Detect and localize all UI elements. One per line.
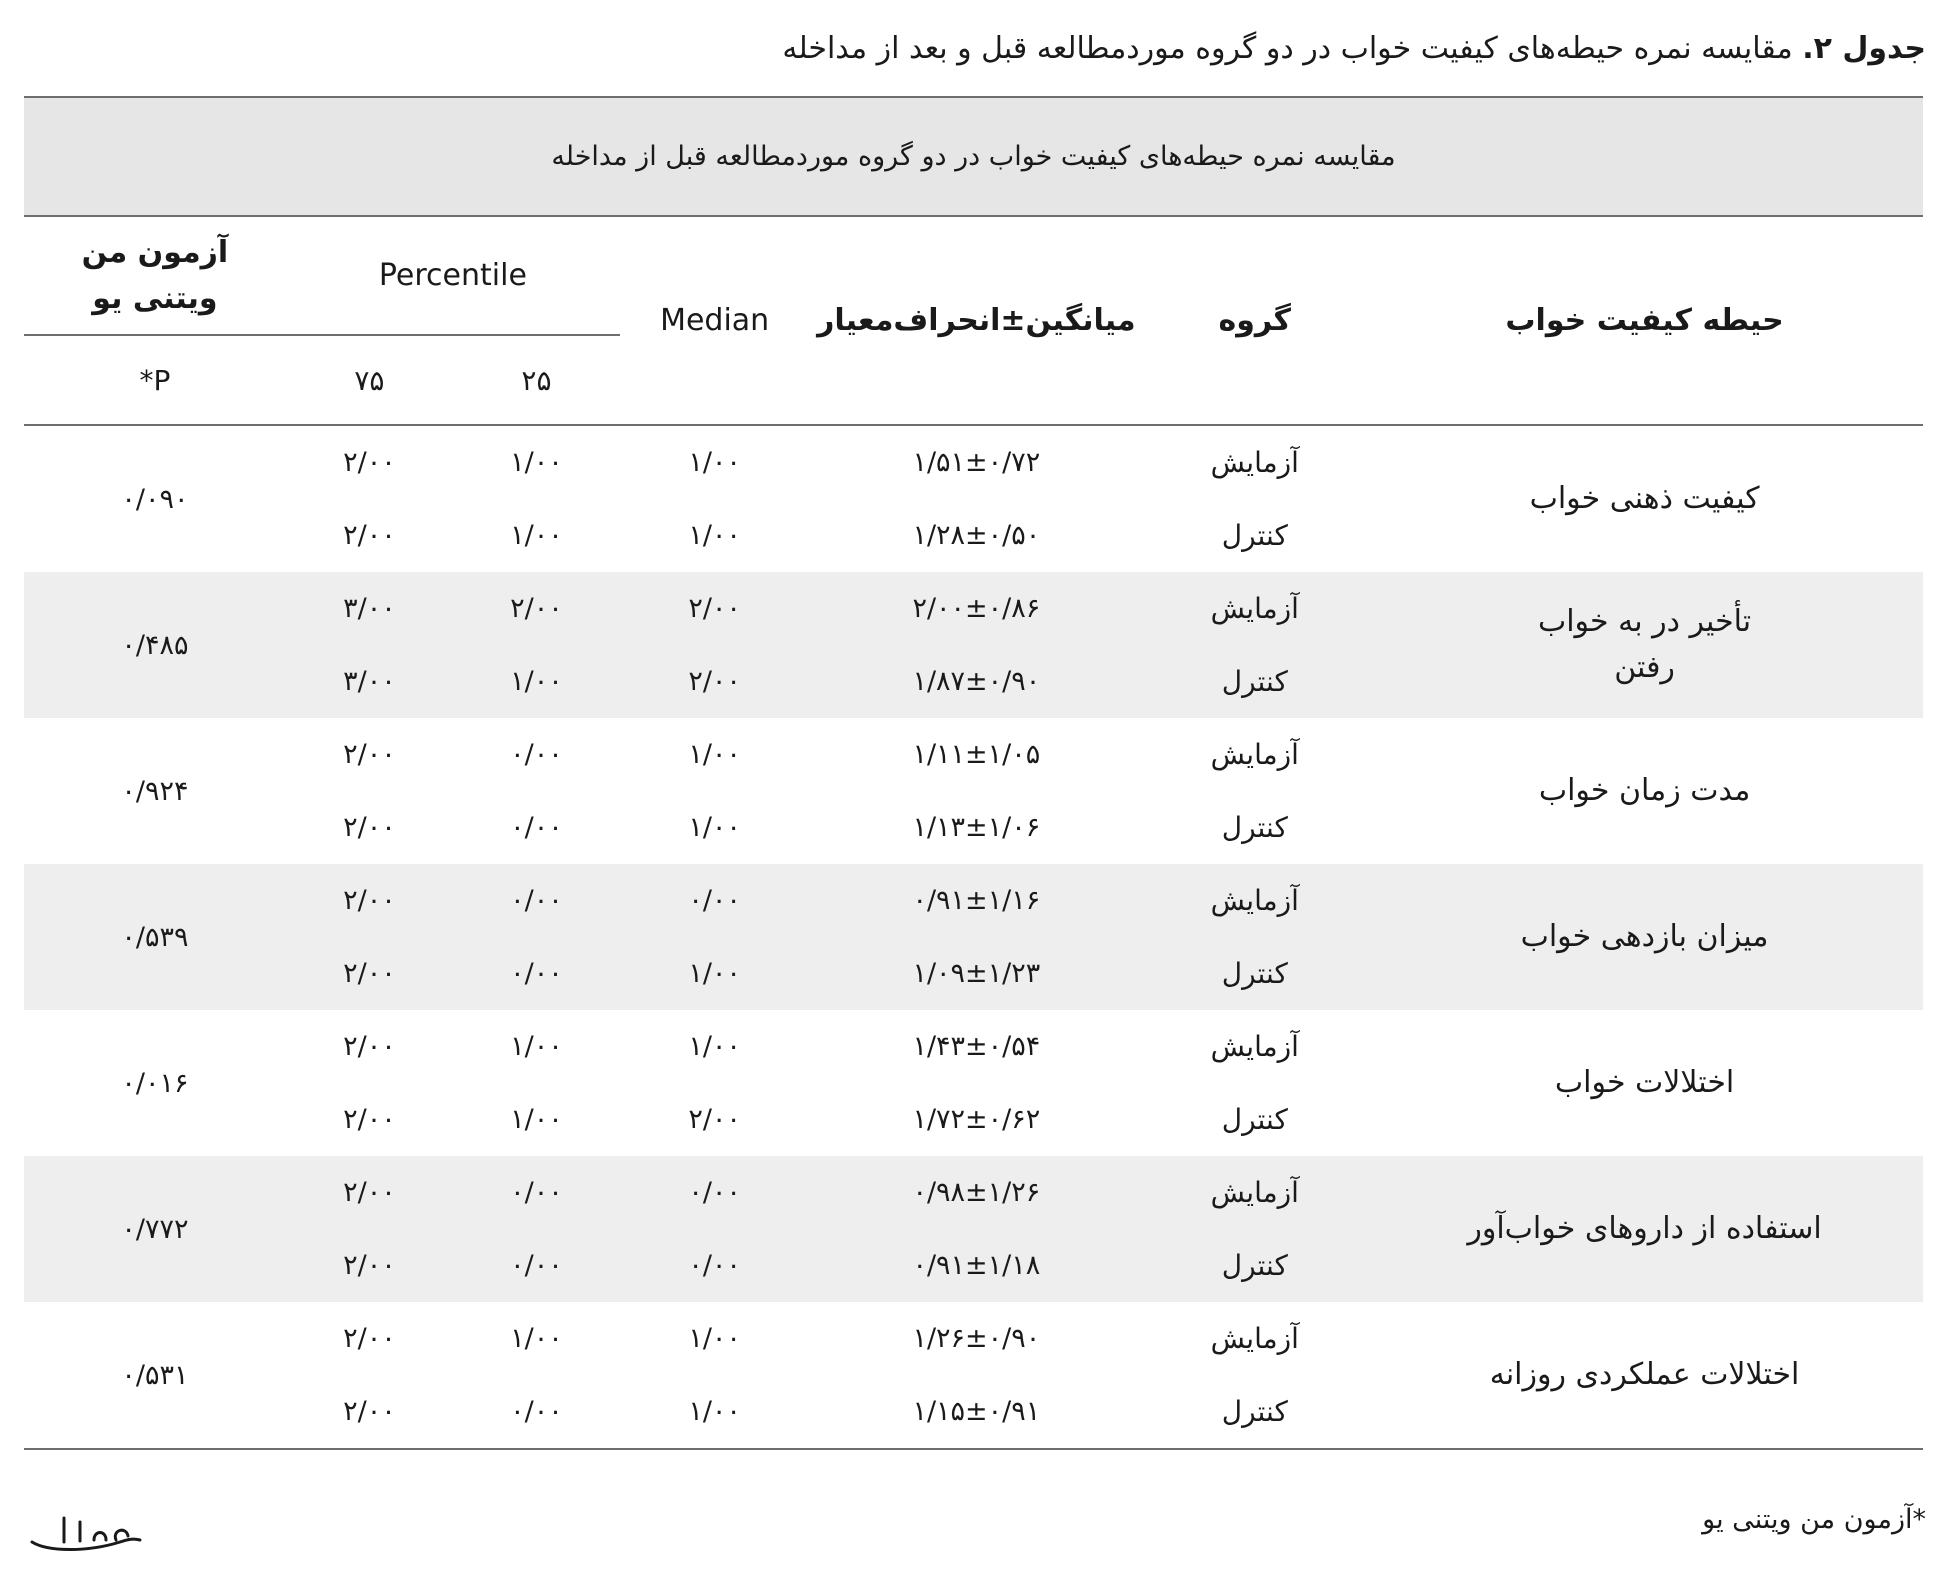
row-group-6 bbox=[24, 1156, 1923, 1302]
p25-cell: ۰/۰۰ bbox=[453, 1375, 620, 1449]
mean-sd-cell: ۰/۹۸±۱/۲۶ bbox=[809, 1156, 1143, 1229]
table-row bbox=[24, 864, 1923, 937]
table-row bbox=[24, 1010, 1923, 1083]
header-median: Median bbox=[620, 216, 809, 425]
row-group-1 bbox=[24, 425, 1923, 572]
p25-cell: ۱/۰۰ bbox=[510, 447, 563, 478]
p75-cell: ۲/۰۰ bbox=[286, 1375, 453, 1449]
group-cell: آزمایش bbox=[1143, 1156, 1366, 1229]
p75-cell: ۲/۰۰ bbox=[343, 812, 396, 843]
table-footnote: *آزمون من ویتنی یو bbox=[1702, 1504, 1926, 1535]
p-value-cell: ۰/۷۷۲ bbox=[24, 1156, 286, 1302]
results-table bbox=[24, 96, 1923, 1450]
table-caption-label: جدول ۲. bbox=[1802, 31, 1926, 66]
p75-cell: ۲/۰۰ bbox=[286, 1156, 453, 1229]
header-p-value: P* bbox=[24, 335, 286, 425]
header-domain: حیطه کیفیت خواب bbox=[1366, 216, 1923, 425]
header-p75: ۷۵ bbox=[286, 335, 453, 425]
header-mann-whitney: آزمون من ویتنی یو bbox=[24, 216, 286, 335]
median-cell: ۱/۰۰ bbox=[620, 1375, 809, 1449]
group-cell: کنترل bbox=[1221, 519, 1288, 552]
p25-cell: ۱/۰۰ bbox=[510, 1031, 563, 1062]
header-percentile: Percentile bbox=[286, 216, 620, 335]
p25-cell: ۰/۰۰ bbox=[510, 812, 563, 843]
median-cell: ۰/۰۰ bbox=[620, 864, 809, 937]
p25-cell: ۱/۰۰ bbox=[453, 645, 620, 718]
domain-cell: اختلالات عملکردی روزانه bbox=[1366, 1302, 1923, 1449]
group-cell: کنترل bbox=[1143, 1229, 1366, 1302]
results-table-container bbox=[24, 96, 1923, 1450]
p75-cell: ۲/۰۰ bbox=[343, 1031, 396, 1062]
p75-cell: ۲/۰۰ bbox=[343, 1104, 396, 1135]
domain-cell: استفاده از داروهای خواب‌آور bbox=[1366, 1156, 1923, 1302]
median-cell: ۱/۰۰ bbox=[688, 1031, 741, 1062]
header-p25: ۲۵ bbox=[453, 335, 620, 425]
mean-sd-cell: ۲/۰۰±۰/۸۶ bbox=[809, 572, 1143, 645]
row-group-4 bbox=[24, 864, 1923, 1010]
header-row-1 bbox=[24, 216, 1923, 335]
row-group-7 bbox=[24, 1302, 1923, 1449]
group-cell: آزمایش bbox=[1210, 1322, 1299, 1355]
table-caption bbox=[26, 22, 1926, 76]
median-cell: ۲/۰۰ bbox=[688, 1104, 741, 1135]
p75-cell: ۲/۰۰ bbox=[343, 739, 396, 770]
row-group-5 bbox=[24, 1010, 1923, 1156]
group-cell: کنترل bbox=[1221, 1103, 1288, 1136]
p-value-cell: ۰/۵۳۱ bbox=[24, 1302, 286, 1449]
p25-cell: ۲/۰۰ bbox=[453, 572, 620, 645]
mean-sd-cell: ۱/۱۵±۰/۹۱ bbox=[809, 1375, 1143, 1449]
median-cell: ۲/۰۰ bbox=[620, 572, 809, 645]
median-cell: ۱/۰۰ bbox=[688, 447, 741, 478]
p25-cell: ۰/۰۰ bbox=[453, 864, 620, 937]
mean-sd-cell: ۰/۹۱±۱/۱۸ bbox=[809, 1229, 1143, 1302]
domain-cell: مدت زمان خواب bbox=[1538, 773, 1751, 808]
p25-cell: ۱/۰۰ bbox=[510, 520, 563, 551]
group-cell: کنترل bbox=[1221, 811, 1288, 844]
table-row bbox=[24, 1302, 1923, 1375]
group-cell: آزمایش bbox=[1210, 1030, 1299, 1063]
table-row bbox=[24, 1156, 1923, 1229]
p75-cell: ۲/۰۰ bbox=[286, 864, 453, 937]
table-subtitle: مقایسه نمره حیطه‌های کیفیت خواب در دو گروه موردمطالعه قبل از مداخله bbox=[24, 97, 1923, 216]
mean-sd-cell: ۱/۴۳±۰/۵۴ bbox=[912, 1031, 1041, 1062]
p-value-cell: ۰/۴۸۵ bbox=[24, 572, 286, 718]
group-cell: کنترل bbox=[1143, 1375, 1366, 1449]
mean-sd-cell: ۱/۵۱±۰/۷۲ bbox=[912, 447, 1041, 478]
domain-cell: اختلالات خواب bbox=[1554, 1065, 1735, 1100]
median-cell: ۰/۰۰ bbox=[620, 1156, 809, 1229]
p75-cell: ۲/۰۰ bbox=[343, 447, 396, 478]
p25-cell: ۰/۰۰ bbox=[453, 1229, 620, 1302]
median-cell: ۰/۰۰ bbox=[620, 1229, 809, 1302]
mean-sd-cell: ۱/۷۲±۰/۶۲ bbox=[912, 1104, 1041, 1135]
median-cell: ۲/۰۰ bbox=[620, 645, 809, 718]
row-group-2 bbox=[24, 572, 1923, 718]
p75-cell: ۲/۰۰ bbox=[343, 1323, 396, 1354]
group-cell: آزمایش bbox=[1210, 446, 1299, 479]
median-cell: ۱/۰۰ bbox=[688, 520, 741, 551]
table-row bbox=[24, 572, 1923, 645]
p-value-cell: ۰/۵۳۹ bbox=[24, 864, 286, 1010]
p-value-cell: ۰/۰۱۶ bbox=[121, 1067, 189, 1099]
domain-cell: میزان بازدهی خواب bbox=[1366, 864, 1923, 1010]
median-cell: ۱/۰۰ bbox=[620, 937, 809, 1010]
median-cell: ۱/۰۰ bbox=[688, 739, 741, 770]
p25-cell: ۰/۰۰ bbox=[453, 937, 620, 1010]
p25-cell: ۱/۰۰ bbox=[510, 1323, 563, 1354]
p-value-cell: ۰/۹۲۴ bbox=[121, 775, 189, 807]
mean-sd-cell: ۱/۸۷±۰/۹۰ bbox=[809, 645, 1143, 718]
p25-cell: ۰/۰۰ bbox=[510, 739, 563, 770]
table-caption-text: مقایسه نمره حیطه‌های کیفیت خواب در دو گروه موردمطالعه قبل و بعد از مداخله bbox=[782, 31, 1803, 66]
group-cell: آزمایش bbox=[1210, 738, 1299, 771]
group-cell: کنترل bbox=[1143, 937, 1366, 1010]
p75-cell: ۲/۰۰ bbox=[343, 520, 396, 551]
table-row bbox=[24, 718, 1923, 791]
header-group: گروه bbox=[1143, 216, 1366, 425]
p75-cell: ۳/۰۰ bbox=[286, 572, 453, 645]
mean-sd-cell: ۱/۱۱±۱/۰۵ bbox=[912, 739, 1041, 770]
domain-cell: کیفیت ذهنی خواب bbox=[1529, 481, 1760, 516]
p75-cell: ۳/۰۰ bbox=[286, 645, 453, 718]
salmand-journal-logo-icon bbox=[28, 1508, 148, 1556]
header-mean-sd: میانگین±انحراف‌معیار bbox=[809, 216, 1143, 425]
median-cell: ۱/۰۰ bbox=[688, 812, 741, 843]
mean-sd-cell: ۱/۱۳±۱/۰۶ bbox=[912, 812, 1041, 843]
row-group-3 bbox=[24, 718, 1923, 864]
p-value-cell: ۰/۰۹۰ bbox=[121, 483, 189, 515]
mean-sd-cell: ۱/۲۸±۰/۵۰ bbox=[912, 520, 1041, 551]
table-subtitle-row bbox=[24, 97, 1923, 216]
p75-cell: ۲/۰۰ bbox=[286, 937, 453, 1010]
mean-sd-cell: ۰/۹۱±۱/۱۶ bbox=[809, 864, 1143, 937]
table-row bbox=[24, 425, 1923, 499]
p75-cell: ۲/۰۰ bbox=[286, 1229, 453, 1302]
domain-cell: تأخیر در به خواب رفتن bbox=[1366, 572, 1923, 718]
mean-sd-cell: ۱/۲۶±۰/۹۰ bbox=[912, 1323, 1041, 1354]
group-cell: آزمایش bbox=[1143, 864, 1366, 937]
p25-cell: ۰/۰۰ bbox=[453, 1156, 620, 1229]
mean-sd-cell: ۱/۰۹±۱/۲۳ bbox=[809, 937, 1143, 1010]
group-cell: آزمایش bbox=[1143, 572, 1366, 645]
p25-cell: ۱/۰۰ bbox=[510, 1104, 563, 1135]
median-cell: ۱/۰۰ bbox=[688, 1323, 741, 1354]
group-cell: کنترل bbox=[1143, 645, 1366, 718]
